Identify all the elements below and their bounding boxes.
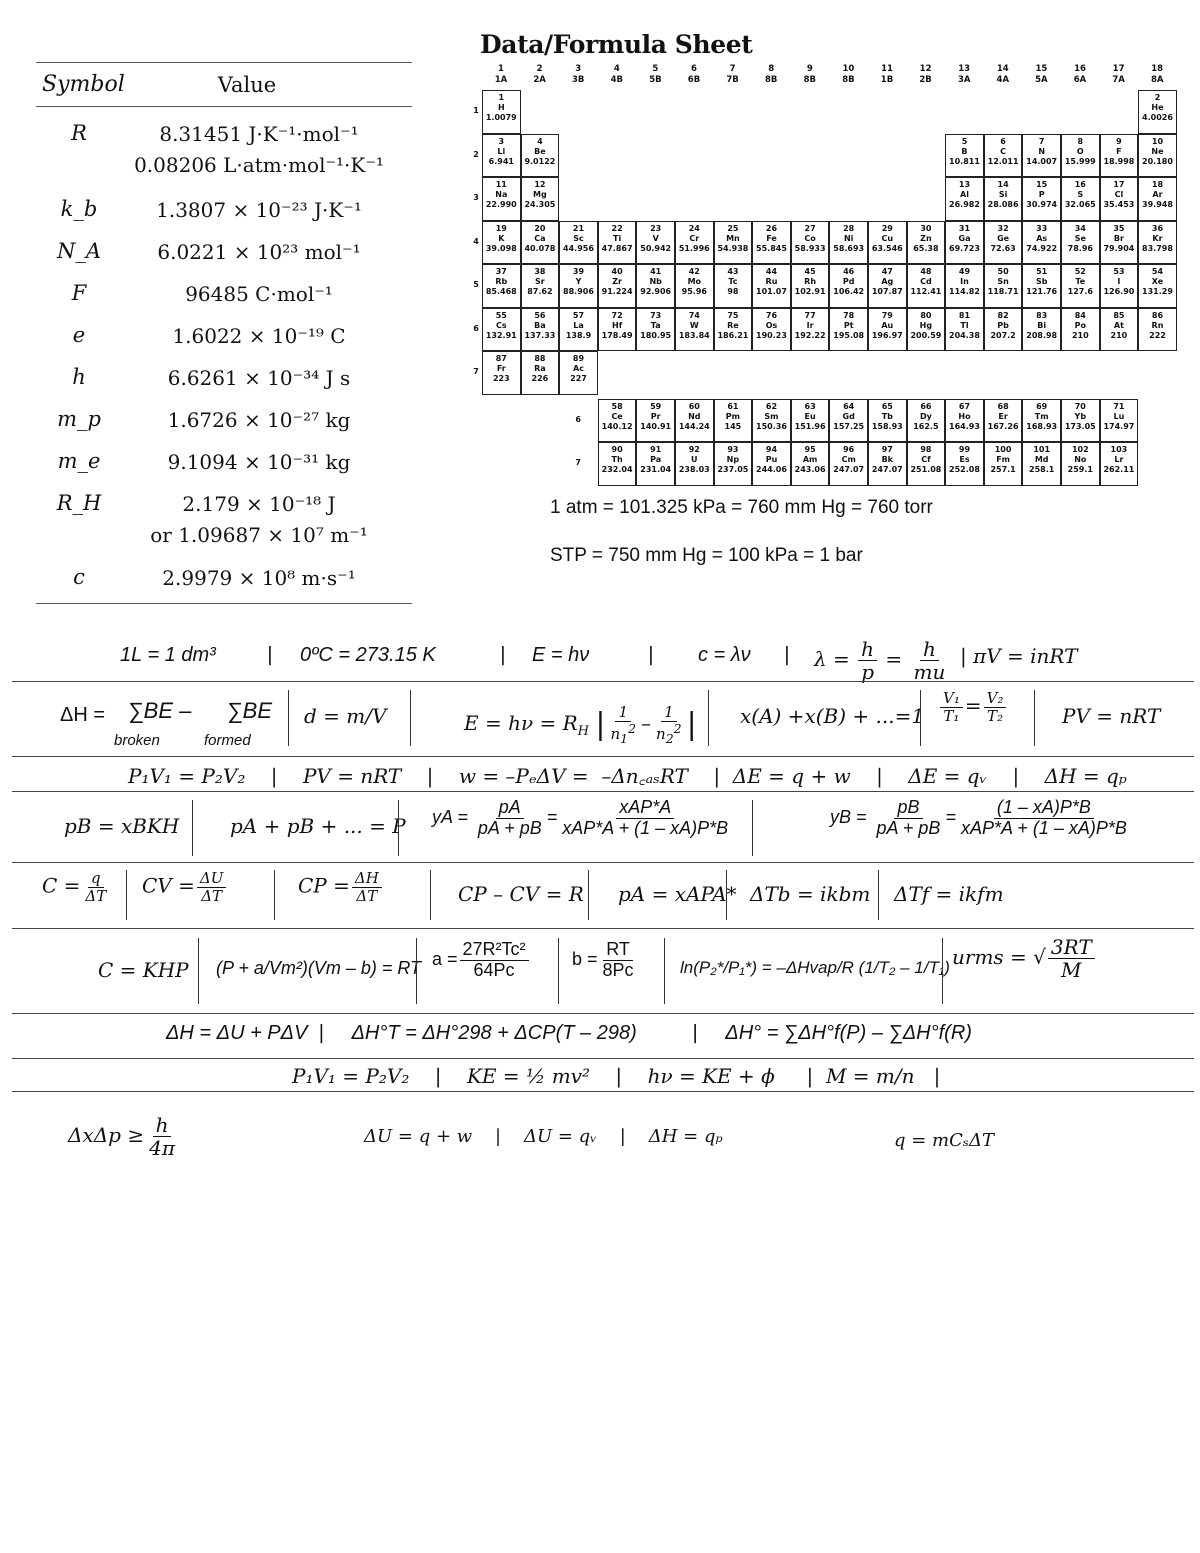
formula-row-6: [12, 932, 1194, 1012]
constant-row: [36, 229, 412, 271]
constant-value: [122, 119, 412, 181]
element-cell: 99 Es 252.08: [945, 442, 984, 486]
element-cell: 100 Fm 257.1: [984, 442, 1023, 486]
group-number: 16 6A: [1073, 64, 1087, 85]
group-number: 7 7B: [726, 64, 739, 85]
element-cell: 42 Mo 95.96: [675, 264, 714, 308]
liter-conversion: 1L = 1 dm³: [120, 644, 216, 666]
formula-row-5: [12, 866, 1194, 926]
rydberg-equation: $E = h\nu = R_H$ | $\frac{1}{n_1^2}$ – $\frac{1}{n_2^2}$ |: [464, 703, 697, 746]
element-cell: 37 Rb 85.468: [482, 264, 521, 308]
element-cell: 95 Am 243.06: [791, 442, 830, 486]
henry-concentration: C = KHP: [98, 958, 189, 982]
element-cell: 4 Be 9.0122: [521, 134, 560, 178]
element-cell: 77 Ir 192.22: [791, 308, 830, 352]
periodic-table: [470, 64, 1178, 484]
constant-value-line: 96485 C·mol⁻¹: [185, 282, 333, 306]
constant-value: [122, 321, 412, 352]
group-number: 15 5A: [1035, 64, 1048, 85]
element-cell: 17 Cl 35.453: [1100, 177, 1139, 221]
broken-label: broken: [114, 732, 160, 749]
element-cell: 32 Ge 72.63: [984, 221, 1023, 265]
enthalpy-relations: ΔH = ΔU + PΔV | ΔH°T = ΔH°298 + ΔCP(T – 298) | ΔH° = ∑ΔH°f(P) – ∑ΔH°f(R): [166, 1022, 972, 1044]
element-cell: 53 I 126.90: [1100, 264, 1139, 308]
specific-heat: q = mCₛΔT: [894, 1130, 994, 1151]
element-cell: 38 Sr 87.62: [521, 264, 560, 308]
constant-symbol: c: [73, 565, 85, 589]
element-cell: 66 Dy 162.5: [907, 399, 946, 443]
de-broglie: λ = $\frac{h}{p}$ = $\frac{h}{mu}$: [814, 637, 946, 684]
element-cell: 44 Ru 101.07: [752, 264, 791, 308]
constant-row: [36, 555, 412, 597]
mole-fraction-sum: x(A) +x(B) + ...=1: [740, 704, 925, 728]
sum-broken: ∑BE –: [128, 698, 192, 723]
group-number: 2 2A: [533, 64, 546, 85]
element-cell: 35 Br 79.904: [1100, 221, 1139, 265]
van-der-waals: (P + a/Vm²)(Vm – b) = RT: [216, 958, 422, 978]
element-cell: 78 Pt 195.08: [829, 308, 868, 352]
group-number: 1 1A: [494, 64, 508, 85]
separator: |: [267, 644, 273, 666]
element-cell: 101 Md 258.1: [1022, 442, 1061, 486]
element-cell: 82 Pb 207.2: [984, 308, 1023, 352]
element-cell: 88 Ra 226: [521, 351, 560, 395]
first-law-relations: ΔU = q + w | ΔU = qᵥ | ΔH = qₚ: [364, 1126, 723, 1147]
element-cell: 10 Ne 20.180: [1138, 134, 1177, 178]
element-cell: 23 V 50.942: [636, 221, 675, 265]
formula-row-7: [12, 1018, 1194, 1056]
element-cell: 92 U 238.03: [675, 442, 714, 486]
element-cell: 1 H 1.0079: [482, 90, 521, 134]
element-cell: 73 Ta 180.95: [636, 308, 675, 352]
formula-row-9: [12, 1110, 1194, 1170]
f-block-period-label: 6: [575, 414, 581, 424]
element-cell: 45 Rh 102.91: [791, 264, 830, 308]
henry-law: pB = xBKH: [64, 814, 180, 838]
separator: |: [784, 644, 790, 666]
separator: |: [500, 644, 506, 666]
element-cell: 93 Np 237.05: [714, 442, 753, 486]
element-cell: 51 Sb 121.76: [1022, 264, 1061, 308]
stp-note: STP = 750 mm Hg = 100 kPa = 1 bar: [550, 545, 863, 566]
element-cell: 8 O 15.999: [1061, 134, 1100, 178]
osmotic-pressure: | πV = inRT: [960, 644, 1078, 668]
formed-label: formed: [204, 732, 251, 749]
element-cell: 86 Rn 222: [1138, 308, 1177, 352]
constant-symbol: R_H: [56, 491, 102, 515]
element-cell: 60 Nd 144.24: [675, 399, 714, 443]
element-cell: 63 Eu 151.96: [791, 399, 830, 443]
element-cell: 62 Sm 150.36: [752, 399, 791, 443]
sum-formed: ∑BE: [227, 698, 273, 723]
constant-value-line: 6.6261 × 10⁻³⁴ J s: [167, 366, 351, 390]
constant-symbol: R: [71, 121, 87, 145]
temperature-conversion: 0ºC = 273.15 K: [300, 644, 436, 666]
element-cell: 13 Al 26.982: [945, 177, 984, 221]
vapor-mole-fraction-a: yA = $\frac{pA}{pA + pB}$ = $\frac{\text{xAP*A}}{\text{xAP*A + (1 – xA)P*B}}$: [432, 797, 729, 838]
constants-table: [36, 62, 412, 604]
element-cell: 58 Ce 140.12: [598, 399, 637, 443]
vdw-a-constant: a = $\frac{\text{27R²Tc²}}{64Pc}$: [432, 940, 531, 981]
constant-symbol: k_b: [60, 197, 98, 221]
element-cell: 72 Hf 178.49: [598, 308, 637, 352]
charles-law: $\frac{\text{V₁}}{\text{T₁}}$ = $\frac{\text{V₂}}{\text{T₂}}$: [938, 690, 1008, 724]
element-cell: 61 Pm 145: [714, 399, 753, 443]
element-cell: 103 Lr 262.11: [1100, 442, 1139, 486]
element-cell: 83 Bi 208.98: [1022, 308, 1061, 352]
constant-value: [122, 363, 412, 394]
element-cell: 81 Tl 204.38: [945, 308, 984, 352]
element-cell: 94 Pu 244.06: [752, 442, 791, 486]
f-block-period-label: 7: [575, 458, 581, 467]
element-cell: 7 N 14.007: [1022, 134, 1061, 178]
group-number: 17 7A: [1112, 64, 1125, 85]
uncertainty-principle: ΔxΔp ≥ $\frac{h}{4\pi}$: [68, 1113, 175, 1160]
thermo-relations: P₁V₁ = P₂V₂ | PV = nRT | w = –PₑΔV = –Δn꜀ₐₛRT | ΔE = q + w | ΔE = qᵥ | ΔH = qₚ: [128, 764, 1127, 788]
group-number: 13 3A: [957, 64, 971, 85]
element-cell: 57 La 138.9: [559, 308, 598, 352]
raoult-law: pA = xAPA*: [618, 882, 737, 906]
element-cell: 59 Pr 140.91: [636, 399, 675, 443]
element-cell: 98 Cf 251.08: [907, 442, 946, 486]
element-cell: 25 Mn 54.938: [714, 221, 753, 265]
element-cell: 91 Pa 231.04: [636, 442, 675, 486]
wave-speed: c = λν: [698, 644, 751, 666]
element-cell: 41 Nb 92.906: [636, 264, 675, 308]
element-cell: 102 No 259.1: [1061, 442, 1100, 486]
element-cell: 36 Kr 83.798: [1138, 221, 1177, 265]
cp-definition: CP = $\frac{\Delta H}{\Delta T}$: [298, 870, 384, 904]
group-number: 9 8B: [803, 64, 816, 85]
ideal-gas-law: PV = nRT: [1062, 704, 1161, 728]
vapor-mole-fraction-b: yB = $\frac{pB}{pA + pB}$ = $\frac{(1 - xA)P*B}{\text{xAP*A + (1 – xA)P*B}}$: [830, 797, 1127, 838]
element-cell: 90 Th 232.04: [598, 442, 637, 486]
group-number: 14 4A: [996, 64, 1010, 85]
period-number: 7: [473, 367, 479, 376]
element-cell: 19 K 39.098: [482, 221, 521, 265]
element-cell: 50 Sn 118.71: [984, 264, 1023, 308]
constant-value: [122, 279, 412, 310]
element-cell: 84 Po 210: [1061, 308, 1100, 352]
element-cell: 47 Ag 107.87: [868, 264, 907, 308]
density: d = m/V: [304, 704, 387, 728]
element-cell: 67 Ho 164.93: [945, 399, 984, 443]
element-cell: 2 He 4.0026: [1138, 90, 1177, 134]
constant-value: [122, 563, 412, 594]
constant-value: [122, 489, 412, 551]
constants-header: [36, 63, 412, 107]
boiling-elevation: ΔTb = ikbm: [750, 882, 871, 906]
constant-value-line: 2.9979 × 10⁸ m·s⁻¹: [162, 566, 356, 590]
element-cell: 34 Se 78.96: [1061, 221, 1100, 265]
constant-symbol: F: [71, 281, 87, 305]
group-number: 5 5B: [649, 64, 662, 85]
element-cell: 11 Na 22.990: [482, 177, 521, 221]
element-cell: 18 Ar 39.948: [1138, 177, 1177, 221]
element-cell: 65 Tb 158.93: [868, 399, 907, 443]
mayer-relation: CP – CV = R: [458, 882, 584, 906]
constant-symbol: h: [72, 365, 86, 389]
constant-value-line: 1.6726 × 10⁻²⁷ kg: [167, 408, 351, 432]
element-cell: 20 Ca 40.078: [521, 221, 560, 265]
group-number: 6 6B: [687, 64, 701, 85]
element-cell: 75 Re 186.21: [714, 308, 753, 352]
element-cell: 3 Li 6.941: [482, 134, 521, 178]
constant-value: [122, 195, 412, 226]
element-cell: 49 In 114.82: [945, 264, 984, 308]
separator: |: [648, 644, 654, 666]
period-number: 1: [473, 106, 479, 115]
period-number: 4: [473, 236, 479, 246]
element-cell: 74 W 183.84: [675, 308, 714, 352]
element-cell: 97 Bk 247.07: [868, 442, 907, 486]
constant-symbol: m_e: [57, 449, 101, 473]
misc-relations: P₁V₁ = P₂V₂ | KE = ½ mv² | hν = KE + ϕ | M = m/n |: [292, 1064, 941, 1088]
element-cell: 76 Os 190.23: [752, 308, 791, 352]
element-cell: 26 Fe 55.845: [752, 221, 791, 265]
element-cell: 15 P 30.974: [1022, 177, 1061, 221]
constant-row: [36, 107, 412, 187]
constant-row: [36, 481, 412, 555]
constant-symbol: e: [72, 323, 86, 347]
element-cell: 30 Zn 65.38: [907, 221, 946, 265]
element-cell: 22 Ti 47.867: [598, 221, 637, 265]
element-cell: 96 Cm 247.07: [829, 442, 868, 486]
clausius-clapeyron: ln(P₂*/P₁*) = –ΔHvap/R (1/T₂ – 1/T₁): [680, 958, 950, 977]
vdw-b-constant: b = $\frac{RT}{8Pc}$: [572, 939, 634, 980]
symbol-header: Symbol: [42, 72, 125, 97]
constant-value-line: or 1.09687 × 10⁷ m⁻¹: [150, 523, 368, 547]
element-cell: 80 Hg 200.59: [907, 308, 946, 352]
freezing-depression: ΔTf = ikfm: [894, 882, 1004, 906]
group-number: 4 4B: [610, 64, 623, 85]
group-number: 11 1B: [880, 64, 894, 85]
element-cell: 71 Lu 174.97: [1100, 399, 1139, 443]
group-number: 8 8B: [764, 64, 778, 85]
constant-value-line: 9.1094 × 10⁻³¹ kg: [167, 450, 351, 474]
element-cell: 21 Sc 44.956: [559, 221, 598, 265]
element-cell: 31 Ga 69.723: [945, 221, 984, 265]
formula-row-4: [12, 794, 1194, 862]
period-number: 2: [473, 149, 479, 159]
formula-row-2: [12, 684, 1194, 754]
pressure-units-note: 1 atm = 101.325 kPa = 760 mm Hg = 760 torr: [550, 497, 933, 518]
element-cell: 33 As 74.922: [1022, 221, 1061, 265]
constant-row: [36, 271, 412, 313]
period-number: 3: [473, 193, 479, 202]
constant-row: [36, 397, 412, 439]
constant-symbol: m_p: [57, 407, 101, 431]
element-cell: 85 At 210: [1100, 308, 1139, 352]
dalton-law: pA + pB + ... = P: [230, 814, 406, 838]
period-number: 5: [473, 280, 479, 289]
constant-value-line: 6.0221 × 10²³ mol⁻¹: [157, 240, 361, 264]
element-cell: 70 Yb 173.05: [1061, 399, 1100, 443]
constant-value: [122, 405, 412, 436]
constant-value-line: 1.6022 × 10⁻¹⁹ C: [172, 324, 346, 348]
element-cell: 52 Te 127.6: [1061, 264, 1100, 308]
element-cell: 14 Si 28.086: [984, 177, 1023, 221]
element-cell: 87 Fr 223: [482, 351, 521, 395]
constant-row: [36, 187, 412, 229]
group-number: 12 2B: [919, 64, 932, 85]
element-cell: 69 Tm 168.93: [1022, 399, 1061, 443]
element-cell: 9 F 18.998: [1100, 134, 1139, 178]
element-cell: 24 Cr 51.996: [675, 221, 714, 265]
element-cell: 46 Pd 106.42: [829, 264, 868, 308]
element-cell: 43 Tc 98: [714, 264, 753, 308]
element-cell: 64 Gd 157.25: [829, 399, 868, 443]
element-cell: 16 S 32.065: [1061, 177, 1100, 221]
element-cell: 56 Ba 137.33: [521, 308, 560, 352]
constant-value: [122, 447, 412, 478]
heat-capacity: C = $\frac{q}{\Delta T}$: [42, 869, 107, 905]
element-cell: 29 Cu 63.546: [868, 221, 907, 265]
cv-definition: CV = $\frac{\Delta U}{\Delta T}$: [142, 870, 228, 904]
group-number: 10 8B: [842, 64, 855, 85]
formula-row-8: [12, 1062, 1194, 1092]
element-cell: 79 Au 196.97: [868, 308, 907, 352]
element-cell: 12 Mg 24.305: [521, 177, 560, 221]
constant-row: [36, 313, 412, 355]
element-cell: 54 Xe 131.29: [1138, 264, 1177, 308]
group-number: 3 3B: [571, 64, 585, 85]
constant-row: [36, 355, 412, 397]
constant-value-line: 2.179 × 10⁻¹⁸ J: [182, 492, 336, 516]
page-title: Data/Formula Sheet: [480, 30, 753, 59]
period-number: 6: [473, 323, 479, 333]
element-cell: 27 Co 58.933: [791, 221, 830, 265]
formula-row-1: [12, 637, 1194, 684]
constant-symbol: N_A: [56, 239, 102, 263]
constant-value: [122, 237, 412, 268]
element-cell: 55 Cs 132.91: [482, 308, 521, 352]
group-number: 18 8A: [1150, 64, 1164, 85]
constant-value-line: 1.3807 × 10⁻²³ J·K⁻¹: [156, 198, 362, 222]
constant-value-line: 0.08206 L·atm·mol⁻¹·K⁻¹: [134, 153, 384, 177]
photon-energy: E = hν: [532, 644, 590, 666]
constant-row: [36, 439, 412, 481]
enthalpy-bond: ΔH =: [60, 704, 106, 726]
element-cell: 6 C 12.011: [984, 134, 1023, 178]
element-cell: 48 Cd 112.41: [907, 264, 946, 308]
element-cell: 5 B 10.811: [945, 134, 984, 178]
element-cell: 68 Er 167.26: [984, 399, 1023, 443]
element-cell: 89 Ac 227: [559, 351, 598, 395]
formula-row-3: [12, 760, 1194, 792]
value-header: Value: [217, 72, 277, 97]
rms-speed: urms = √ $\frac{3RT}{M}$: [952, 936, 1097, 981]
element-cell: 28 Ni 58.693: [829, 221, 868, 265]
constant-value-line: 8.31451 J·K⁻¹·mol⁻¹: [159, 122, 359, 146]
element-cell: 40 Zr 91.224: [598, 264, 637, 308]
element-cell: 39 Y 88.906: [559, 264, 598, 308]
